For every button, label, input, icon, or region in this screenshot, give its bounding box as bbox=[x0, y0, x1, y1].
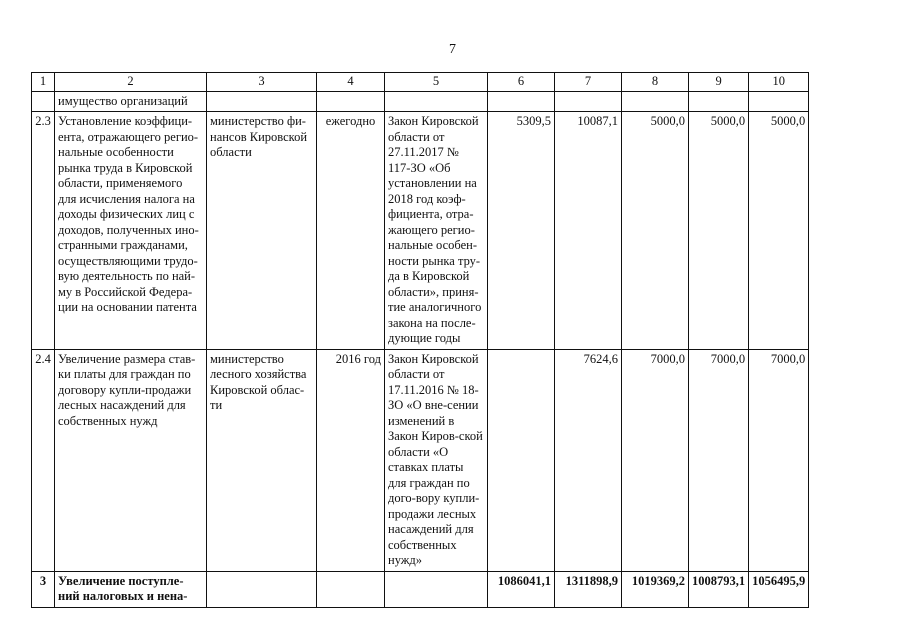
legal-basis: Закон Кировской области от 17.11.2016 № 18-ЗО «О вне-сении изменений в Закон Киров-ской области «О ставках платы для граждан по дого-вору купли-продажи лесных насаждений для собственных нужд» bbox=[385, 349, 488, 571]
value-col-6 bbox=[488, 91, 555, 112]
measures-table bbox=[31, 72, 809, 608]
header-cell: 9 bbox=[689, 73, 749, 92]
header-cell: 7 bbox=[555, 73, 622, 92]
value-col-6: 5309,5 bbox=[488, 112, 555, 350]
header-cell: 2 bbox=[55, 73, 207, 92]
value-col-7: 1311898,9 bbox=[555, 571, 622, 607]
value-col-9: 1008793,1 bbox=[689, 571, 749, 607]
period: ежегодно bbox=[317, 112, 385, 350]
responsible-authority bbox=[207, 571, 317, 607]
measure-name: Установление коэффици-ента, отражающего регио-нальные особенности рынка труда в Кировской области, применяемого для исчисления налога на доходы физических лиц с доходов, полученных ино-странными гражданами, осуществляющими трудо-вую деятельность по най-му в Российской Федера-ции на основании патента bbox=[55, 112, 207, 350]
row-number: 2.3 bbox=[32, 112, 55, 350]
header-cell: 4 bbox=[317, 73, 385, 92]
value-col-6 bbox=[488, 349, 555, 571]
responsible-authority: министерство лесного хозяйства Кировской облас-ти bbox=[207, 349, 317, 571]
responsible-authority: министерство фи-нансов Кировской области bbox=[207, 112, 317, 350]
value-col-9: 7000,0 bbox=[689, 349, 749, 571]
table-row bbox=[32, 112, 809, 350]
measure-name: Увеличение поступле-ний налоговых и нена- bbox=[55, 571, 207, 607]
header-cell: 1 bbox=[32, 73, 55, 92]
measure-name: Увеличение размера став-ки платы для граждан по договору купли-продажи лесных насаждений для собственных нужд bbox=[55, 349, 207, 571]
row-number: 3 bbox=[32, 571, 55, 607]
header-cell: 5 bbox=[385, 73, 488, 92]
header-cell: 3 bbox=[207, 73, 317, 92]
period: 2016 год bbox=[317, 349, 385, 571]
value-col-8 bbox=[622, 91, 689, 112]
responsible-authority bbox=[207, 91, 317, 112]
value-col-8: 7000,0 bbox=[622, 349, 689, 571]
value-col-7: 7624,6 bbox=[555, 349, 622, 571]
measure-name: имущество организаций bbox=[55, 91, 207, 112]
value-col-10: 1056495,9 bbox=[749, 571, 809, 607]
value-col-8: 5000,0 bbox=[622, 112, 689, 350]
period bbox=[317, 91, 385, 112]
table-row bbox=[32, 91, 809, 112]
table-row bbox=[32, 571, 809, 607]
page-number: 7 bbox=[449, 42, 456, 57]
period bbox=[317, 571, 385, 607]
legal-basis bbox=[385, 571, 488, 607]
value-col-7 bbox=[555, 91, 622, 112]
header-cell: 8 bbox=[622, 73, 689, 92]
header-cell: 6 bbox=[488, 73, 555, 92]
value-col-9: 5000,0 bbox=[689, 112, 749, 350]
row-number: 2.4 bbox=[32, 349, 55, 571]
row-number bbox=[32, 91, 55, 112]
value-col-9 bbox=[689, 91, 749, 112]
table-row bbox=[32, 349, 809, 571]
legal-basis bbox=[385, 91, 488, 112]
value-col-6: 1086041,1 bbox=[488, 571, 555, 607]
value-col-10: 5000,0 bbox=[749, 112, 809, 350]
value-col-10: 7000,0 bbox=[749, 349, 809, 571]
legal-basis: Закон Кировской области от 27.11.2017 № 117-ЗО «Об установлении на 2018 год коэф-фициента, отра-жающего регио-нальные особен-ности рынка тру-да в Кировской области», приня-тие аналогичного закона на после-дующие годы bbox=[385, 112, 488, 350]
value-col-7: 10087,1 bbox=[555, 112, 622, 350]
value-col-8: 1019369,2 bbox=[622, 571, 689, 607]
table-header-row bbox=[32, 73, 809, 92]
value-col-10 bbox=[749, 91, 809, 112]
header-cell: 10 bbox=[749, 73, 809, 92]
